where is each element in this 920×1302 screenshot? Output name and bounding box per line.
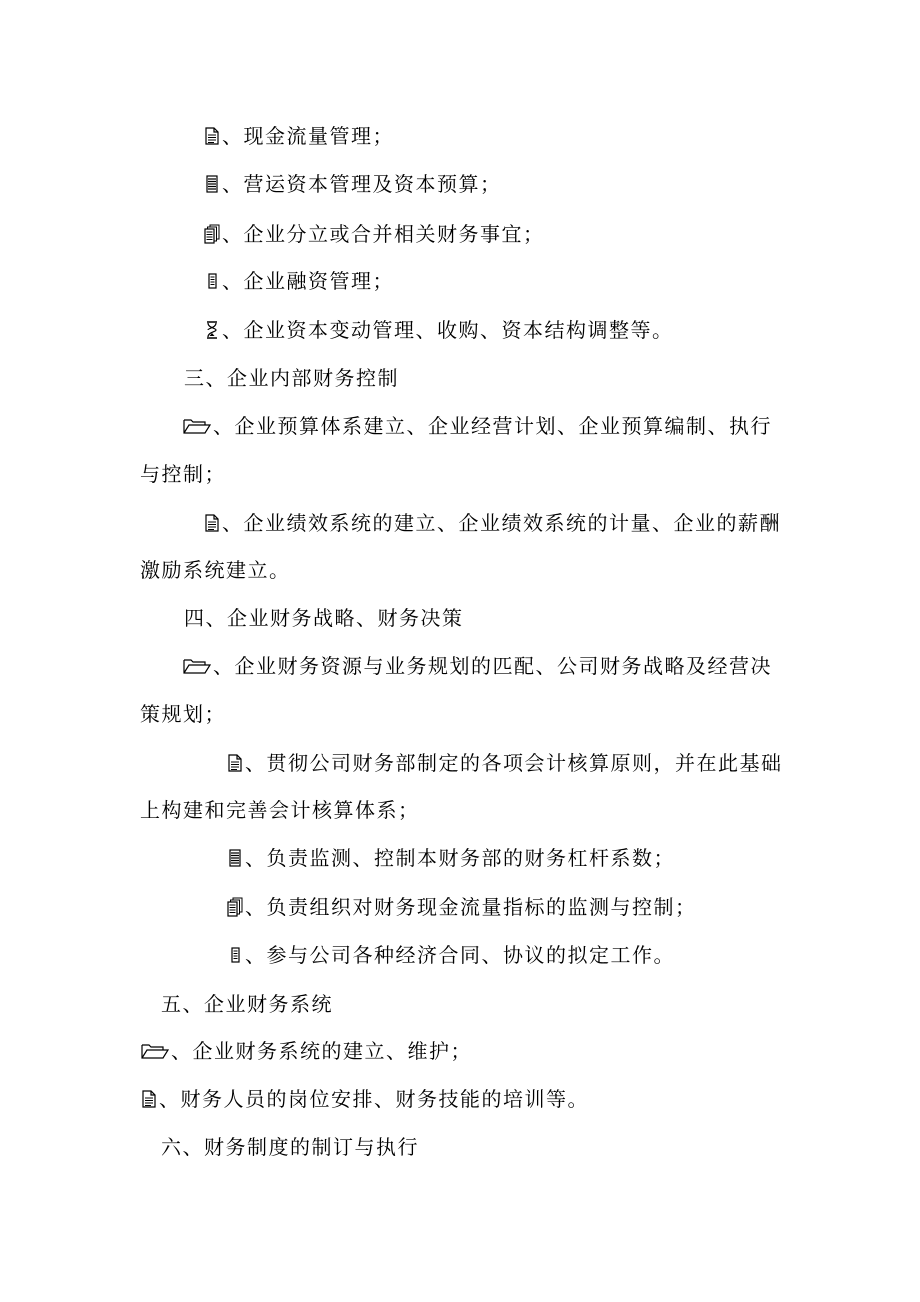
folder-icon bbox=[140, 1041, 170, 1061]
line-text: 、财务人员的岗位安排、财务技能的培训等。 bbox=[159, 1087, 589, 1111]
hourglass-icon bbox=[203, 320, 221, 340]
line-text: 、负责组织对财务现金流量指标的监测与控制； bbox=[245, 895, 697, 919]
stacked-documents-icon bbox=[226, 897, 244, 917]
document-icon bbox=[140, 1089, 158, 1109]
list-item bbox=[140, 1085, 589, 1113]
section-heading bbox=[161, 990, 333, 1018]
line-text: 、企业预算体系建立、企业经营计划、企业预算编制、执行 bbox=[213, 414, 772, 438]
line-text: 与控制； bbox=[140, 462, 226, 486]
section-heading bbox=[161, 1133, 419, 1161]
list-item bbox=[203, 170, 502, 198]
line-text: 、营运资本管理及资本预算； bbox=[222, 172, 502, 196]
line-text: 、企业融资管理； bbox=[222, 269, 394, 293]
line-text: 、企业财务资源与业务规划的匹配、公司财务战略及经营决 bbox=[213, 654, 772, 678]
line-text: 激励系统建立。 bbox=[140, 558, 291, 582]
line-text: 五、企业财务系统 bbox=[161, 992, 333, 1016]
stacked-documents-icon bbox=[203, 224, 221, 244]
document-icon bbox=[203, 126, 221, 146]
list-item bbox=[203, 122, 394, 150]
line-text: 、企业绩效系统的建立、企业绩效系统的计量、企业的薪酬 bbox=[222, 511, 781, 535]
list-item bbox=[203, 509, 781, 537]
line-text: 上构建和完善会计核算体系； bbox=[140, 798, 420, 822]
paragraph-line bbox=[140, 796, 420, 824]
line-text: 、负责监测、控制本财务部的财务杠杆系数； bbox=[245, 846, 675, 870]
list-item bbox=[226, 941, 675, 969]
line-text: 四、企业财务战略、财务决策 bbox=[184, 606, 464, 630]
line-text: 、企业财务系统的建立、维护； bbox=[171, 1039, 472, 1063]
document-icon bbox=[203, 513, 221, 533]
ledger-icon bbox=[226, 848, 244, 868]
line-text: 三、企业内部财务控制 bbox=[184, 366, 399, 390]
paragraph-line bbox=[140, 460, 226, 488]
list-item bbox=[226, 749, 783, 777]
small-document-icon bbox=[226, 945, 244, 965]
list-item bbox=[203, 267, 394, 295]
paragraph-line bbox=[140, 700, 226, 728]
line-text: 、参与公司各种经济合同、协议的拟定工作。 bbox=[245, 943, 675, 967]
line-text: 策规划； bbox=[140, 702, 226, 726]
folder-icon bbox=[182, 656, 212, 676]
list-item bbox=[203, 220, 545, 248]
line-text: 、贯彻公司财务部制定的各项会计核算原则，并在此基础 bbox=[245, 751, 783, 775]
line-text: 六、财务制度的制订与执行 bbox=[161, 1135, 419, 1159]
list-item bbox=[140, 1037, 472, 1065]
list-item bbox=[226, 844, 675, 872]
paragraph-line bbox=[140, 556, 291, 584]
list-item bbox=[182, 652, 772, 680]
line-text: 、企业资本变动管理、收购、资本结构调整等。 bbox=[222, 318, 674, 342]
list-item bbox=[203, 316, 674, 344]
document-icon bbox=[226, 753, 244, 773]
list-item bbox=[182, 412, 772, 440]
line-text: 、企业分立或合并相关财务事宜； bbox=[222, 222, 545, 246]
ledger-icon bbox=[203, 174, 221, 194]
section-heading bbox=[184, 364, 399, 392]
line-text: 、现金流量管理； bbox=[222, 124, 394, 148]
list-item bbox=[226, 893, 697, 921]
folder-icon bbox=[182, 416, 212, 436]
section-heading bbox=[184, 604, 464, 632]
small-document-icon bbox=[203, 271, 221, 291]
